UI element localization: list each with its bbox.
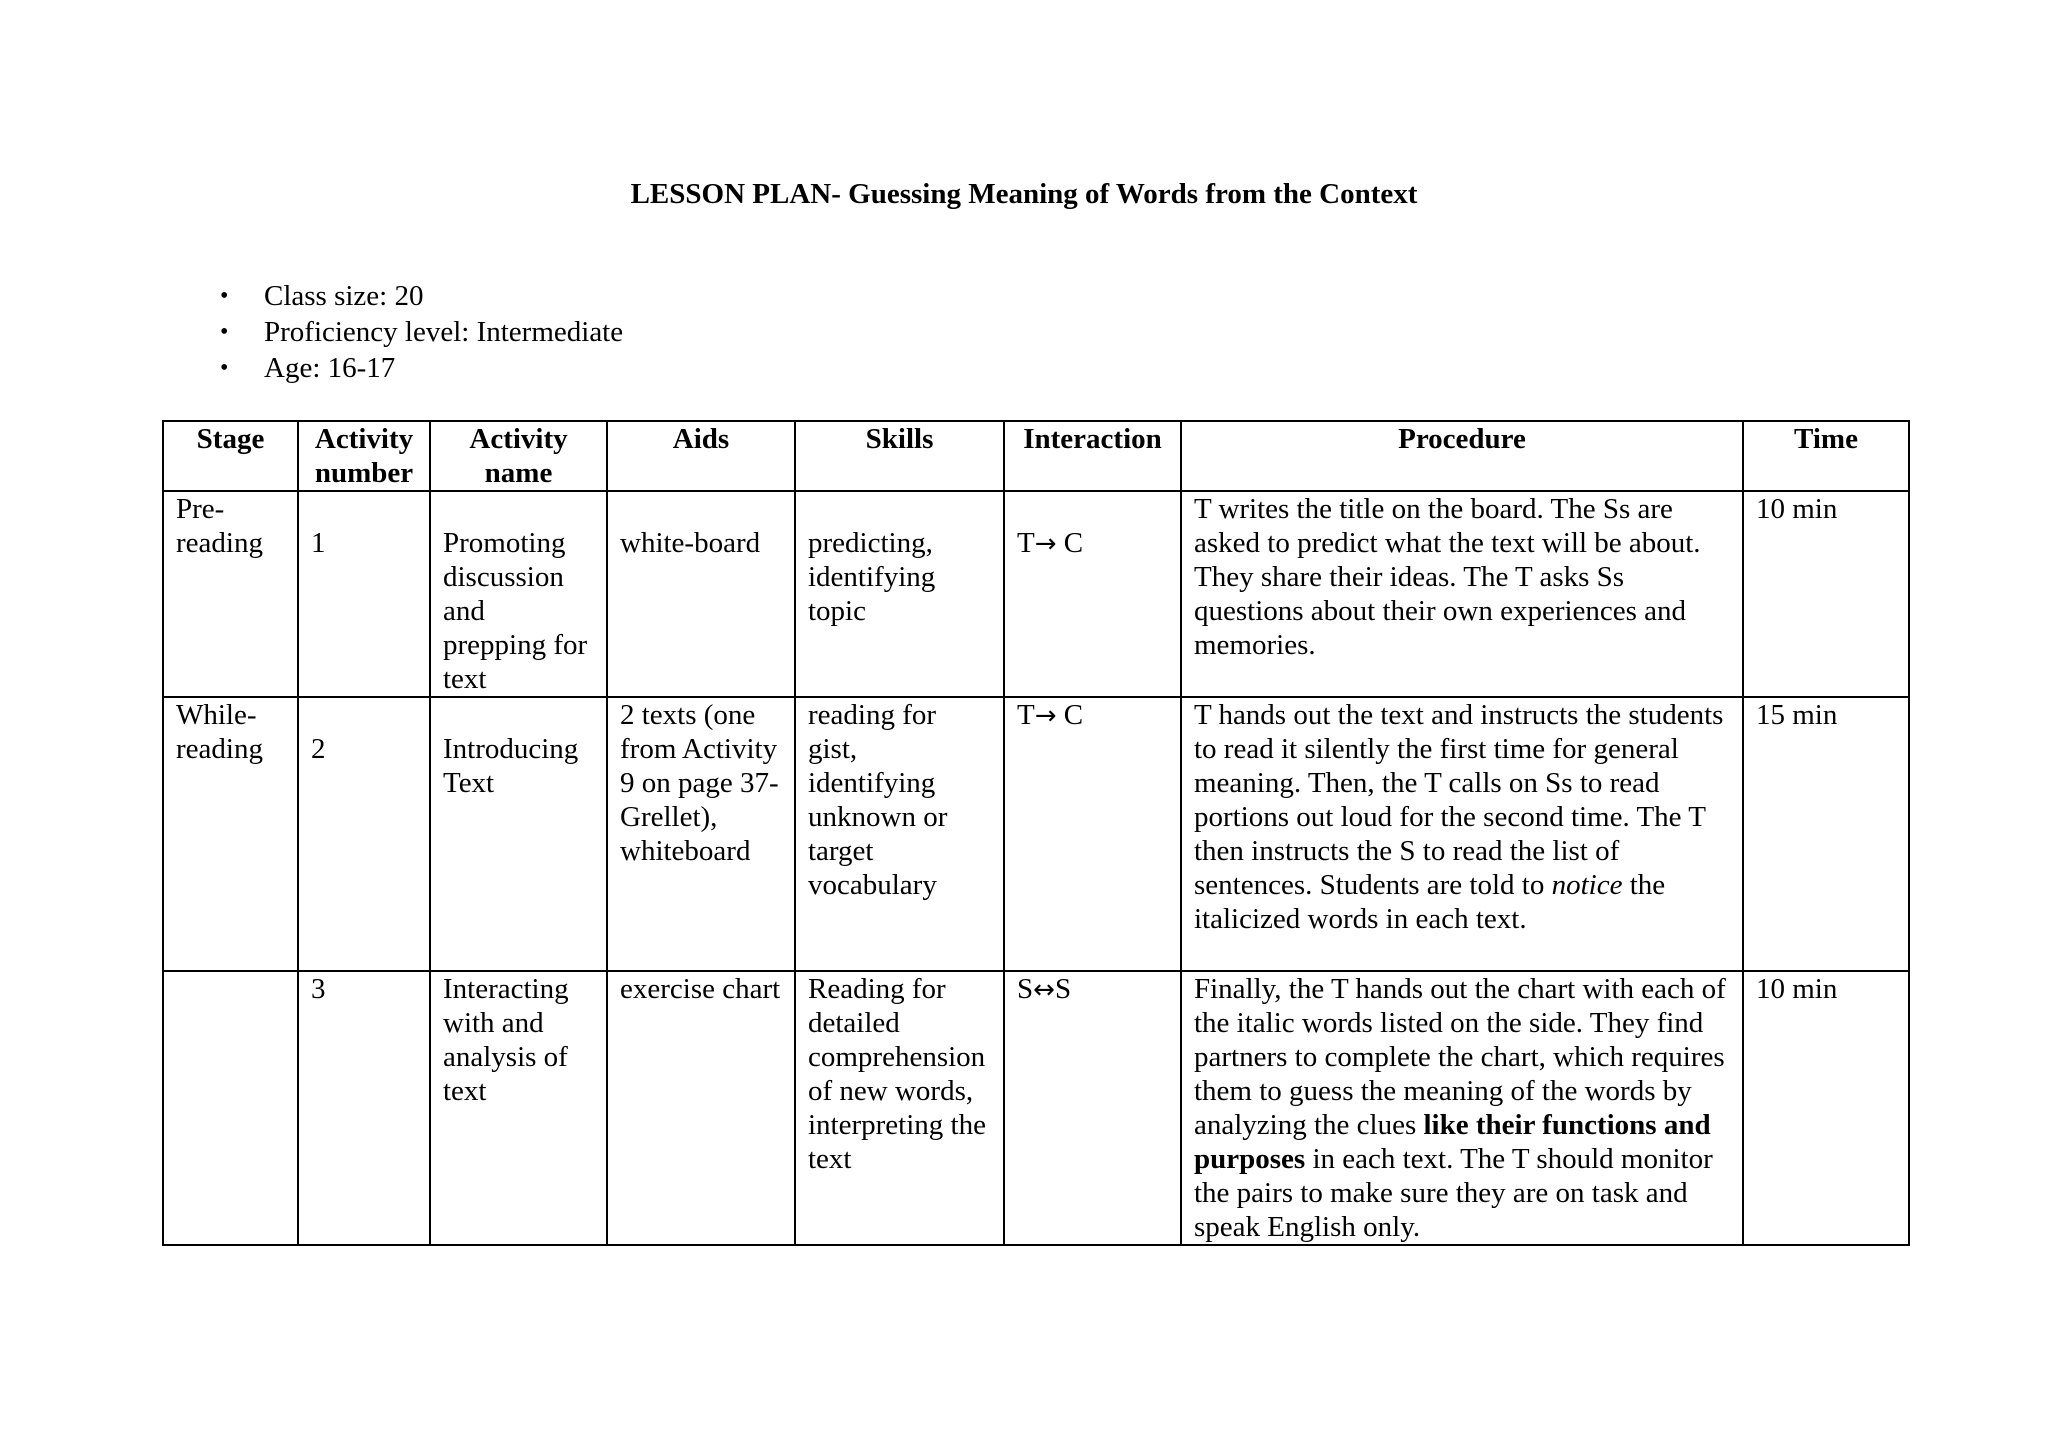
cell-time: 10 min <box>1743 971 1909 1245</box>
cell-activity-name: Interacting with and analysis of text <box>430 971 607 1245</box>
lesson-details-list <box>214 278 623 386</box>
header-skills: Skills <box>795 421 1004 491</box>
cell-aids: white-board <box>607 491 795 697</box>
cell-activity-name: Introducing Text <box>430 697 607 971</box>
bullet-icon: • <box>220 283 229 309</box>
lesson-plan-table <box>162 420 1910 1246</box>
bullet-icon: • <box>220 355 229 381</box>
bullet-icon: • <box>220 319 229 345</box>
cell-skills: predicting, identifying topic <box>795 491 1004 697</box>
cell-skills: Reading for detailed comprehension of new words, interpreting the text <box>795 971 1004 1245</box>
header-time: Time <box>1743 421 1909 491</box>
cell-interaction: T→ C <box>1004 491 1181 697</box>
arrow-right-icon: → <box>1034 701 1057 731</box>
header-activity-name: Activity name <box>430 421 607 491</box>
cell-activity-number: 1 <box>298 491 430 697</box>
arrow-right-icon: → <box>1034 529 1057 559</box>
cell-activity-number: 2 <box>298 697 430 971</box>
cell-procedure: T writes the title on the board. The Ss are asked to predict what the text will be about. They share their ideas. The T asks Ss questions about their own experiences and memories. <box>1181 491 1743 697</box>
cell-skills: reading for gist, identifying unknown or target vocabulary <box>795 697 1004 971</box>
cell-activity-number: 3 <box>298 971 430 1245</box>
cell-time: 15 min <box>1743 697 1909 971</box>
cell-stage <box>163 971 298 1245</box>
header-interaction: Interaction <box>1004 421 1181 491</box>
header-procedure: Procedure <box>1181 421 1743 491</box>
table-row <box>163 491 1909 697</box>
detail-proficiency: • Proficiency level: Intermediate <box>220 316 624 348</box>
cell-procedure: T hands out the text and instructs the students to read it silently the first time for general meaning. Then, the T calls on Ss to read portions out loud for the second time. The T then instructs the S to read the list of sentences. Students are told to notice the italicized words in each text. <box>1181 697 1743 971</box>
cell-time: 10 min <box>1743 491 1909 697</box>
cell-aids: 2 texts (one from Activity 9 on page 37- Grellet), whiteboard <box>607 697 795 971</box>
cell-aids: exercise chart <box>607 971 795 1245</box>
cell-interaction: T→ C <box>1004 697 1181 971</box>
cell-stage: Pre-reading <box>163 491 298 697</box>
table-row <box>163 697 1909 971</box>
document-title: LESSON PLAN- Guessing Meaning of Words from the Context <box>630 178 1418 210</box>
table-row <box>163 971 1909 1245</box>
italic-notice: notice <box>1551 869 1623 901</box>
header-aids: Aids <box>607 421 795 491</box>
header-activity-number: Activity number <box>298 421 430 491</box>
header-stage: Stage <box>163 421 298 491</box>
arrow-both-icon: ↔ <box>1033 975 1055 1005</box>
detail-age: • Age: 16-17 <box>220 352 396 384</box>
cell-stage: While-reading <box>163 697 298 971</box>
detail-class-size: • Class size: 20 <box>220 280 424 312</box>
cell-procedure: Finally, the T hands out the chart with each of the italic words listed on the side. They find partners to complete the chart, which requires them to guess the meaning of the words by analyzing the clues like their functions and purposes in each text. The T should monitor the pairs to make sure they are on task and speak English only. <box>1181 971 1743 1245</box>
bold-phrase: like their functions and purposes <box>1194 1109 1711 1175</box>
cell-activity-name: Promoting discussion and prepping for text <box>430 491 607 697</box>
table-header-row <box>163 421 1909 491</box>
cell-interaction: S↔S <box>1004 971 1181 1245</box>
